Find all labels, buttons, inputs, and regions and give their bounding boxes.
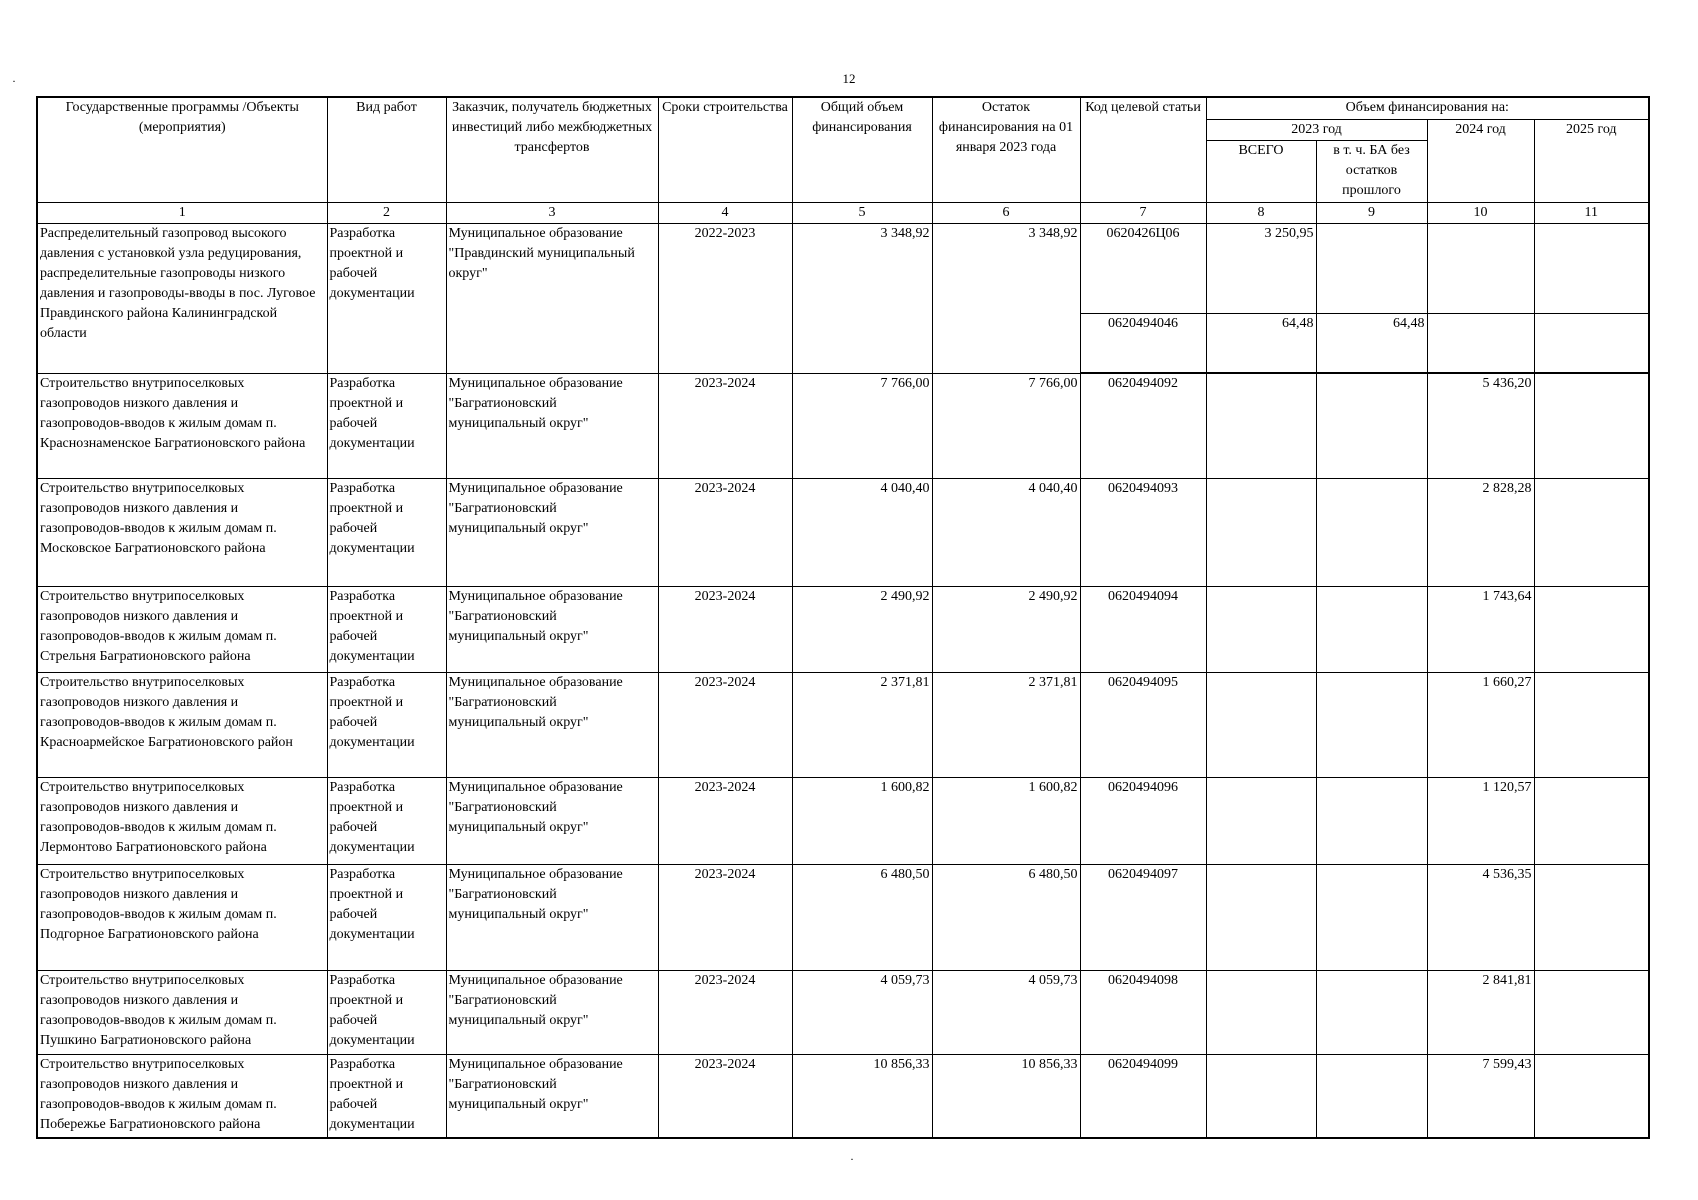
work-cell: Разработка проектной и рабочей документации (327, 864, 446, 970)
column-number: 2 (327, 202, 446, 223)
object-cell: Строительство внутрипоселковых газопроводов низкого давления и газопроводов-вводов к жилым домам п. Подгорное Багратионовского района (37, 864, 327, 970)
header-customer: Заказчик, получатель бюджетных инвестиций либо межбюджетных трансфертов (446, 97, 658, 202)
column-number: 8 (1206, 202, 1316, 223)
header-2023-ba: в т. ч. БА без остатков прошлого (1316, 140, 1427, 202)
total-cell: 7 766,00 (792, 373, 932, 478)
object-cell: Строительство внутрипоселковых газопроводов низкого давления и газопроводов-вводов к жилым домам п. Краснознаменское Багратионовского района (37, 373, 327, 478)
header-total-financing: Общий объем финансирования (792, 97, 932, 202)
customer-cell: Муниципальное образование "Багратионовский муниципальный округ" (446, 373, 658, 478)
total-cell: 10 856,33 (792, 1054, 932, 1138)
period-cell: 2023-2024 (658, 864, 792, 970)
column-number: 5 (792, 202, 932, 223)
work-cell: Разработка проектной и рабочей документации (327, 586, 446, 672)
y2025-cell (1534, 586, 1649, 672)
total-cell: 1 600,82 (792, 777, 932, 864)
y2023-total-cell (1206, 970, 1316, 1054)
remaining-cell: 2 371,81 (932, 672, 1080, 777)
work-cell: Разработка проектной и рабочей документации (327, 373, 446, 478)
header-year-2023: 2023 год (1206, 119, 1427, 140)
period-cell: 2023-2024 (658, 672, 792, 777)
remaining-cell: 4 059,73 (932, 970, 1080, 1054)
customer-cell: Муниципальное образование "Багратионовский муниципальный округ" (446, 864, 658, 970)
remaining-cell: 7 766,00 (932, 373, 1080, 478)
object-cell: Строительство внутрипоселковых газопроводов низкого давления и газопроводов-вводов к жилым домам п. Пушкино Багратионовского района (37, 970, 327, 1054)
customer-cell: Муниципальное образование "Багратионовский муниципальный округ" (446, 586, 658, 672)
scan-dot: · (12, 74, 16, 88)
table-row (37, 223, 1649, 313)
y2023-total-cell (1206, 1054, 1316, 1138)
period-cell: 2023-2024 (658, 586, 792, 672)
customer-cell: Муниципальное образование "Багратионовский муниципальный округ" (446, 1054, 658, 1138)
code-cell: 0620494096 (1080, 777, 1206, 864)
table-header (37, 97, 1649, 223)
table-row (37, 864, 1649, 970)
table-row (37, 478, 1649, 586)
y2024-cell: 5 436,20 (1427, 373, 1534, 478)
remaining-cell: 10 856,33 (932, 1054, 1080, 1138)
remaining-cell: 4 040,40 (932, 478, 1080, 586)
total-cell: 3 348,92 (792, 223, 932, 373)
customer-cell: Муниципальное образование "Багратионовский муниципальный округ" (446, 777, 658, 864)
remaining-cell: 2 490,92 (932, 586, 1080, 672)
y2024-cell: 2 841,81 (1427, 970, 1534, 1054)
work-cell: Разработка проектной и рабочей документации (327, 777, 446, 864)
y2023-ba-cell (1316, 373, 1427, 478)
y2023-ba-cell (1316, 478, 1427, 586)
period-cell: 2023-2024 (658, 1054, 792, 1138)
page-number: 12 (842, 71, 856, 86)
work-cell: Разработка проектной и рабочей документации (327, 672, 446, 777)
table-row (37, 1054, 1649, 1138)
y2023-total-cell (1206, 478, 1316, 586)
y2024-cell: 1 120,57 (1427, 777, 1534, 864)
y2023-ba-cell: 64,48 (1316, 313, 1427, 373)
y2023-ba-cell (1316, 777, 1427, 864)
y2023-total-cell: 3 250,95 (1206, 223, 1316, 313)
y2023-total-cell: 64,48 (1206, 313, 1316, 373)
work-cell: Разработка проектной и рабочей документации (327, 1054, 446, 1138)
customer-cell: Муниципальное образование "Багратионовский муниципальный округ" (446, 970, 658, 1054)
y2023-ba-cell (1316, 970, 1427, 1054)
column-number-row (37, 202, 1649, 223)
financing-table (36, 96, 1650, 1139)
y2025-cell (1534, 970, 1649, 1054)
code-cell: 0620494094 (1080, 586, 1206, 672)
code-cell: 0620426Ц06 (1080, 223, 1206, 313)
period-cell: 2023-2024 (658, 373, 792, 478)
y2024-cell: 2 828,28 (1427, 478, 1534, 586)
column-number: 3 (446, 202, 658, 223)
y2023-ba-cell (1316, 672, 1427, 777)
customer-cell: Муниципальное образование "Багратионовский муниципальный округ" (446, 478, 658, 586)
header-remaining: Остаток финансирования на 01 января 2023 года (932, 97, 1080, 202)
work-cell: Разработка проектной и рабочей документации (327, 223, 446, 373)
y2023-ba-cell (1316, 223, 1427, 313)
y2024-cell: 7 599,43 (1427, 1054, 1534, 1138)
table-row (37, 672, 1649, 777)
y2025-cell (1534, 864, 1649, 970)
y2024-cell: 1 743,64 (1427, 586, 1534, 672)
table-row (37, 970, 1649, 1054)
total-cell: 6 480,50 (792, 864, 932, 970)
customer-cell: Муниципальное образование "Правдинский муниципальный округ" (446, 223, 658, 373)
customer-cell: Муниципальное образование "Багратионовский муниципальный округ" (446, 672, 658, 777)
y2023-ba-cell (1316, 586, 1427, 672)
table-row (37, 777, 1649, 864)
code-cell: 0620494099 (1080, 1054, 1206, 1138)
object-cell: Строительство внутрипоселковых газопроводов низкого давления и газопроводов-вводов к жилым домам п. Стрельня Багратионовского района (37, 586, 327, 672)
column-number: 9 (1316, 202, 1427, 223)
y2023-total-cell (1206, 672, 1316, 777)
object-cell: Распределительный газопровод высокого давления с установкой узла редуцирования, распределительные газопроводы низкого давления и газопроводы-вводы в пос. Луговое Правдинского района Калининградской области (37, 223, 327, 373)
remaining-cell: 1 600,82 (932, 777, 1080, 864)
y2023-ba-cell (1316, 864, 1427, 970)
code-cell: 0620494097 (1080, 864, 1206, 970)
code-cell: 0620494046 (1080, 313, 1206, 373)
header-year-2025: 2025 год (1534, 119, 1649, 202)
period-cell: 2022-2023 (658, 223, 792, 373)
y2025-cell (1534, 777, 1649, 864)
y2023-total-cell (1206, 586, 1316, 672)
column-number: 1 (37, 202, 327, 223)
table-row (37, 586, 1649, 672)
work-cell: Разработка проектной и рабочей документации (327, 478, 446, 586)
code-cell: 0620494092 (1080, 373, 1206, 478)
column-number: 7 (1080, 202, 1206, 223)
y2025-cell (1534, 1054, 1649, 1138)
period-cell: 2023-2024 (658, 970, 792, 1054)
period-cell: 2023-2024 (658, 777, 792, 864)
y2023-total-cell (1206, 777, 1316, 864)
y2023-total-cell (1206, 864, 1316, 970)
code-cell: 0620494098 (1080, 970, 1206, 1054)
y2024-cell (1427, 313, 1534, 373)
y2025-cell (1534, 373, 1649, 478)
y2023-total-cell (1206, 373, 1316, 478)
work-cell: Разработка проектной и рабочей документации (327, 970, 446, 1054)
header-funding-group: Объем финансирования на: (1206, 97, 1649, 119)
y2025-cell (1534, 672, 1649, 777)
object-cell: Строительство внутрипоселковых газопроводов низкого давления и газопроводов-вводов к жилым домам п. Московское Багратионовского района (37, 478, 327, 586)
y2023-ba-cell (1316, 1054, 1427, 1138)
table-row (37, 373, 1649, 478)
total-cell: 4 059,73 (792, 970, 932, 1054)
period-cell: 2023-2024 (658, 478, 792, 586)
object-cell: Строительство внутрипоселковых газопроводов низкого давления и газопроводов-вводов к жилым домам п. Красноармейское Багратионовского район (37, 672, 327, 777)
total-cell: 4 040,40 (792, 478, 932, 586)
header-code: Код целевой статьи (1080, 97, 1206, 202)
column-number: 6 (932, 202, 1080, 223)
header-year-2024: 2024 год (1427, 119, 1534, 202)
y2025-cell (1534, 313, 1649, 373)
total-cell: 2 371,81 (792, 672, 932, 777)
y2024-cell: 1 660,27 (1427, 672, 1534, 777)
total-cell: 2 490,92 (792, 586, 932, 672)
y2025-cell (1534, 478, 1649, 586)
column-number: 4 (658, 202, 792, 223)
code-cell: 0620494093 (1080, 478, 1206, 586)
object-cell: Строительство внутрипоселковых газопроводов низкого давления и газопроводов-вводов к жилым домам п. Побережье Багратионовского района (37, 1054, 327, 1138)
column-number: 11 (1534, 202, 1649, 223)
y2024-cell: 4 536,35 (1427, 864, 1534, 970)
y2024-cell (1427, 223, 1534, 313)
header-objects: Государственные программы /Объекты (мероприятия) (37, 97, 327, 202)
scan-dot: · (850, 1152, 854, 1166)
header-work-type: Вид работ (327, 97, 446, 202)
y2025-cell (1534, 223, 1649, 313)
remaining-cell: 3 348,92 (932, 223, 1080, 373)
column-number: 10 (1427, 202, 1534, 223)
header-2023-total: ВСЕГО (1206, 140, 1316, 202)
code-cell: 0620494095 (1080, 672, 1206, 777)
remaining-cell: 6 480,50 (932, 864, 1080, 970)
object-cell: Строительство внутрипоселковых газопроводов низкого давления и газопроводов-вводов к жилым домам п. Лермонтово Багратионовского района (37, 777, 327, 864)
header-period: Сроки строительства (658, 97, 792, 202)
